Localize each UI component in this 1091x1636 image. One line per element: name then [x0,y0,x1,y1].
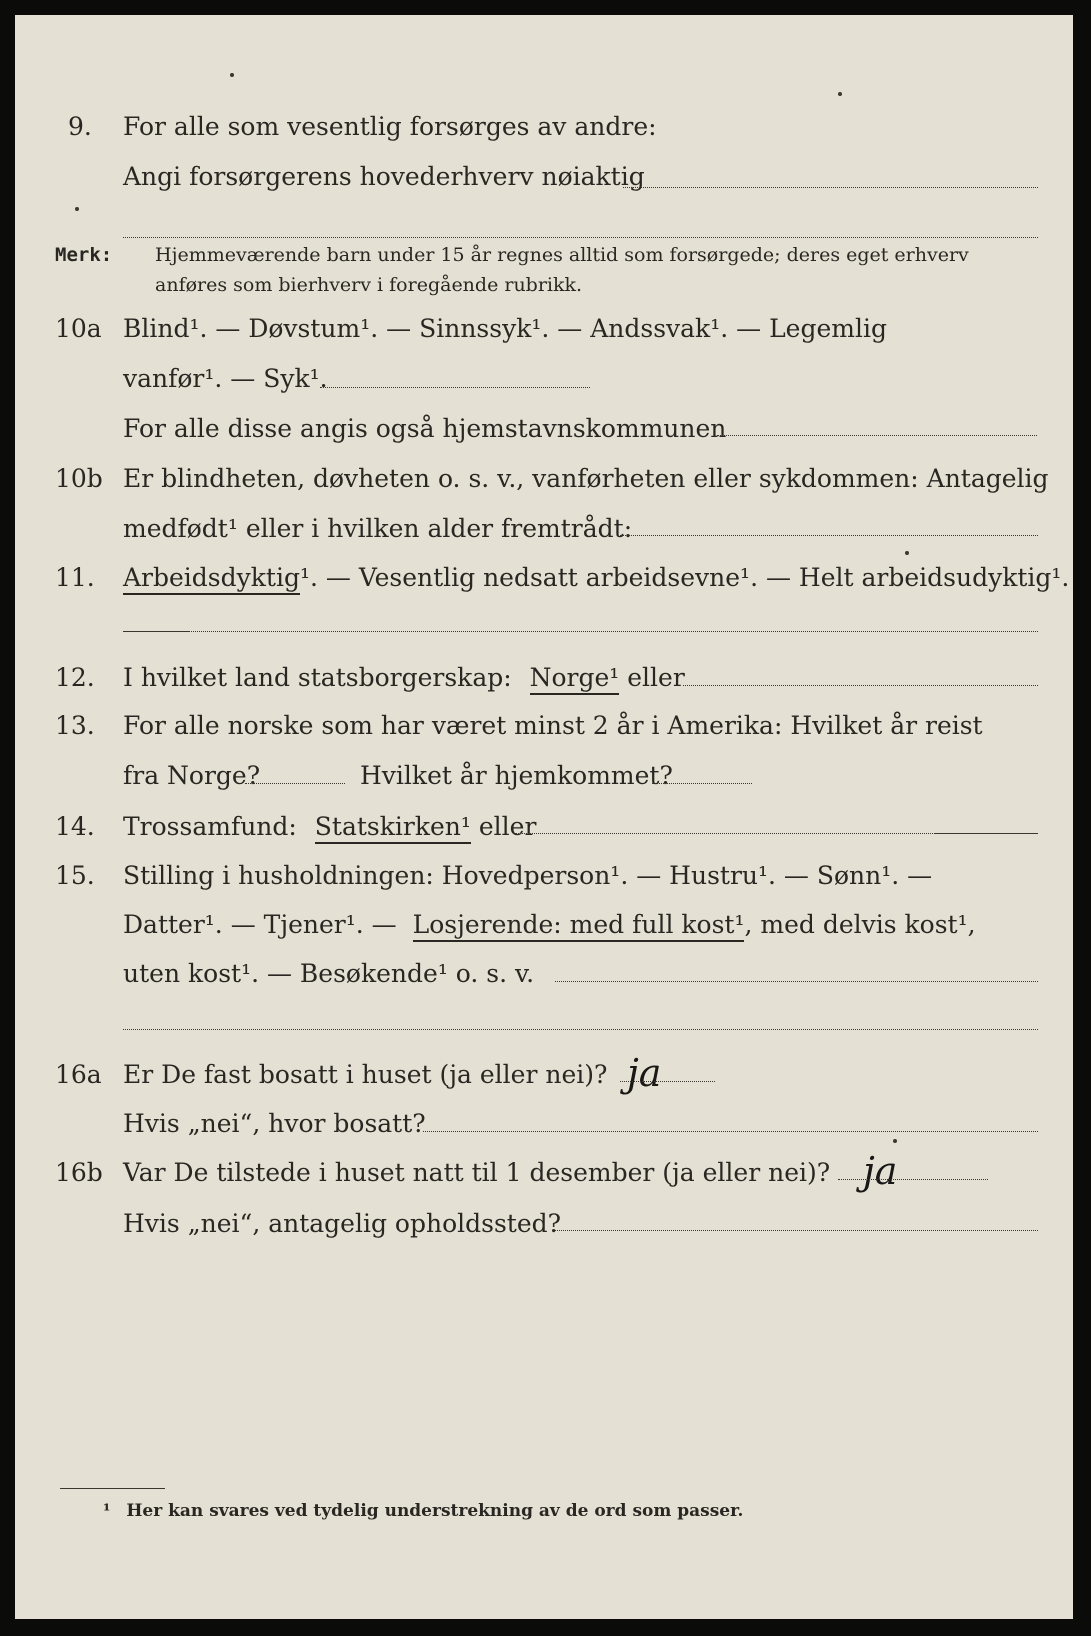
q10b-text-1: Er blindheten, døvheten o. s. v., vanførheten eller sykdommen: Antagelig [123,464,1049,493]
q14-answer-line-solid [935,833,1038,834]
q13-answer-line-2 [652,783,752,784]
q10a-text-3: For alle disse angis også hjemstavnskommunen [123,414,727,443]
q14-answer-line [515,833,935,834]
footnote-rule [60,1488,165,1489]
q15-text-2b: , med delvis kost¹, [744,910,976,939]
q13-text-1: For alle norske som har været minst 2 år i Amerika: Hvilket år reist [123,711,983,740]
q13-text-2b: Hvilket år hjemkommet? [360,761,673,790]
q15-answer-line-2 [123,1029,1038,1030]
merk-text-1: Hjemmeværende barn under 15 år regnes alltid som forsørgede; deres eget erhverv [155,244,969,266]
q15-text-2a: Datter¹. — Tjener¹. — [123,910,397,939]
q10a-answer-line [320,387,590,388]
q13-number: 13. [55,711,95,740]
q10b-answer-line [620,535,1038,536]
q13-answer-line-1 [245,783,345,784]
q16b-text-2: Hvis „nei“, antagelig opholdssted? [123,1209,562,1238]
q16b-answer-line-2 [555,1230,1038,1231]
q12-answer-line [683,685,1038,686]
q16a-number: 16a [55,1060,102,1089]
paper-speck [838,92,842,96]
q15-text-3: uten kost¹. — Besøkende¹ o. s. v. [123,959,535,988]
q11-number: 11. [55,563,95,592]
paper-speck [893,1139,897,1143]
q15-answer-line [555,981,1038,982]
q12-suffix: eller [627,663,685,692]
q14-text: Trossamfund: [123,812,297,841]
q9-label: Angi forsørgerens hovederhverv nøiaktig [123,162,645,191]
census-form-page [15,15,1073,1619]
q10a-text-1: Blind¹. — Døvstum¹. — Sinnssyk¹. — Andssvak¹. — Legemlig [123,314,887,343]
footnote-text: Her kan svares ved tydelig understrekning av de ord som passer. [126,1501,744,1521]
paper-speck [905,551,909,555]
q16a-answer-line-2 [423,1131,1038,1132]
q11-answer-line [188,631,1038,632]
q12-text: I hvilket land statsborgerskap: [123,663,512,692]
q16b-answer-line [838,1179,988,1180]
q11-answer-line-solid [123,631,188,632]
q16b-number: 16b [55,1158,103,1187]
q10b-text-2: medfødt¹ eller i hvilken alder fremtrådt: [123,514,633,543]
q15-text-1: Stilling i husholdningen: Hovedperson¹. — Hustru¹. — Sønn¹. — [123,861,933,890]
paper-speck [75,207,79,211]
q11-text: ¹. — Vesentlig nedsatt arbeidsevne¹. — Helt arbeidsudyktig¹. [299,563,1070,592]
q14-suffix: eller [478,812,537,841]
merk-text-2: anføres som bierhverv i foregående rubrikk. [155,274,583,296]
q16b-handwritten-answer: ja [863,1149,898,1193]
q16a-answer-line [620,1081,715,1082]
footnote [103,1501,743,1521]
q10a-text-2: vanfør¹. — Syk¹. [123,364,328,393]
q16a-text-1: Er De fast bosatt i huset (ja eller nei)? [123,1060,608,1089]
q16a-text-2: Hvis „nei“, hvor bosatt? [123,1109,426,1138]
q14-number: 14. [55,812,95,841]
paper-speck [230,73,234,77]
q14-underlined-answer: Statskirken¹ [315,812,471,844]
q9-number: 9. [68,112,92,141]
q10a-number: 10a [55,314,102,343]
q10a-answer-line-2 [717,435,1037,436]
q15-underlined-answer: Losjerende: med full kost¹ [413,910,745,942]
q15-number: 15. [55,861,95,890]
q9-text: For alle som vesentlig forsørges av andre: [123,112,657,141]
q13-text-2a: fra Norge? [123,761,261,790]
footnote-mark: ¹ [103,1501,111,1521]
q10b-number: 10b [55,464,103,493]
q11-underlined-answer: Arbeidsdyktig [123,563,300,595]
q12-underlined-answer: Norge¹ [530,663,620,695]
q9-answer-line [623,187,1038,188]
q12-number: 12. [55,663,95,692]
q16a-handwritten-answer: ja [627,1051,662,1095]
q9-answer-line-2 [123,237,1038,238]
q16b-text-1: Var De tilstede i huset natt til 1 desember (ja eller nei)? [123,1158,831,1187]
merk-label: Merk: [55,244,113,266]
